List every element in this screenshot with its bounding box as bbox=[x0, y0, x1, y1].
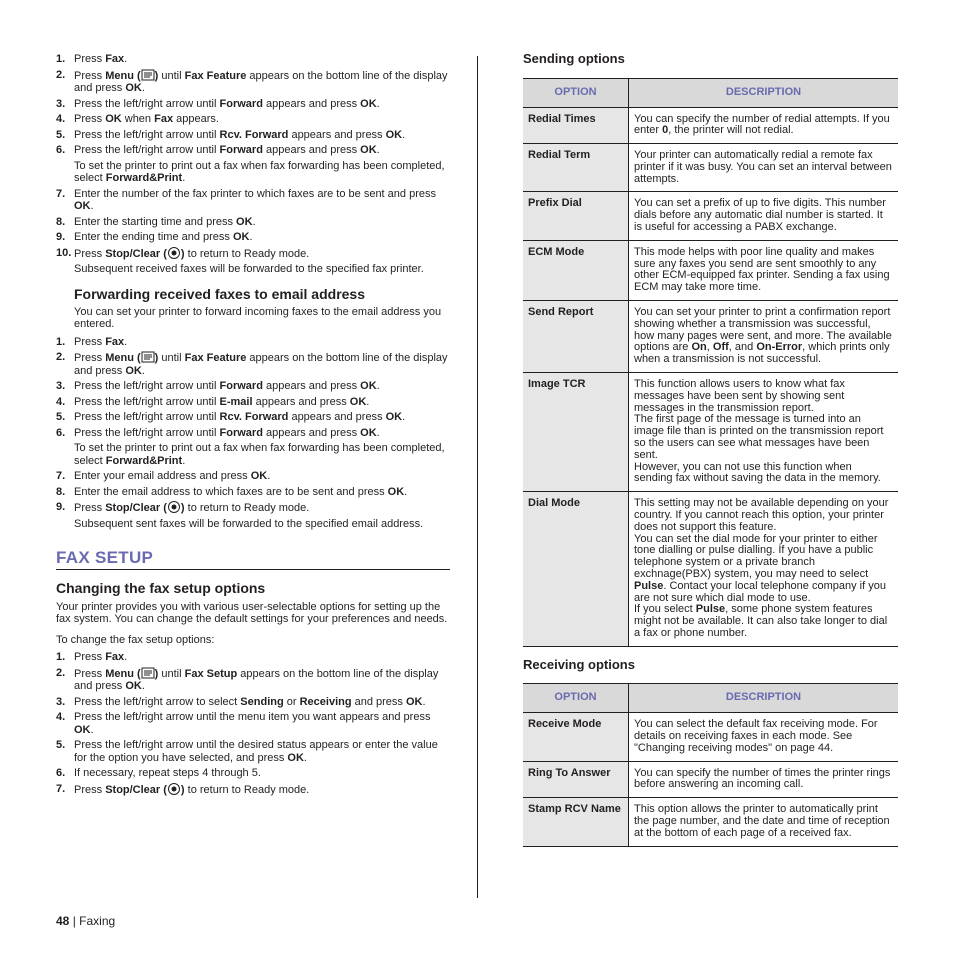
step-item bbox=[56, 767, 450, 780]
step-item bbox=[56, 113, 450, 126]
step-number: 7. bbox=[56, 187, 66, 200]
option-description: You can specify the number of times the printer rings before answering an incoming call. bbox=[629, 761, 899, 798]
step-number: 8. bbox=[56, 485, 66, 498]
option-name: Send Report bbox=[523, 301, 629, 373]
table-row bbox=[523, 761, 898, 798]
step-text: Press the left/right arrow until the desired status appears or enter the value for the option you have selected, and press OK. bbox=[74, 739, 438, 764]
step-text: Enter the number of the fax printer to which faxes are to be sent and press OK. bbox=[74, 187, 436, 212]
step-number: 6. bbox=[56, 767, 66, 779]
step-number: 5. bbox=[56, 739, 66, 751]
right-column bbox=[523, 53, 898, 859]
footer-separator: | bbox=[69, 914, 80, 928]
step-number: 5. bbox=[56, 411, 66, 423]
column-header-option: OPTION bbox=[523, 78, 629, 107]
step-text: Press Stop/Clear ( ) to return to Ready mode. Subsequent received faxes will be forwarded to the specified fax printer. bbox=[74, 247, 424, 275]
step-text: Press the left/right arrow until Rcv. Forward appears and press OK. bbox=[74, 128, 406, 141]
step-item bbox=[56, 216, 450, 229]
step-text: Press the left/right arrow until Forward appears and press OK. bbox=[74, 97, 380, 110]
table-row bbox=[523, 713, 898, 761]
option-name: Dial Mode bbox=[523, 492, 629, 647]
step-item bbox=[56, 247, 450, 276]
step-text: Press Menu ( ) until Fax Feature appears on the bottom line of the display and press OK. bbox=[74, 69, 448, 94]
step-text: Press the left/right arrow until E-mail appears and press OK. bbox=[74, 395, 370, 408]
fax-setup-steps bbox=[56, 651, 450, 796]
email-forward-steps bbox=[56, 336, 450, 531]
column-divider bbox=[477, 56, 478, 898]
table-row bbox=[523, 373, 898, 492]
step-item bbox=[56, 711, 450, 736]
changing-options-intro: Your printer provides you with various user-selectable options for setting up the fax system. You can change the default settings for your preferences and needs. bbox=[56, 600, 448, 625]
email-forward-intro: You can set your printer to forward incoming faxes to the email address you entered. bbox=[74, 305, 442, 330]
step-item bbox=[56, 696, 450, 709]
step-item bbox=[56, 336, 450, 349]
option-name: Prefix Dial bbox=[523, 192, 629, 240]
stop-clear-icon bbox=[167, 783, 181, 795]
step-item bbox=[56, 98, 450, 111]
email-forward-title: Forwarding received faxes to email address bbox=[74, 285, 366, 302]
step-item bbox=[56, 486, 450, 499]
option-description: Your printer can automatically redial a remote fax printer if it was busy. You can set an interval between attempts. bbox=[629, 144, 899, 192]
step-item bbox=[56, 501, 450, 530]
step-number: 3. bbox=[56, 97, 66, 110]
option-description: You can select the default fax receiving mode. For details on receiving faxes in each mode. See "Changing receiving modes" on page 44. bbox=[629, 713, 899, 761]
forward-fax-steps bbox=[56, 53, 450, 276]
step-text: Press Menu ( ) until Fax Feature appears on the bottom line of the display and press OK. bbox=[74, 352, 448, 377]
step-text: If necessary, repeat steps 4 through 5. bbox=[74, 767, 261, 779]
option-description: You can specify the number of redial attempts. If you enter 0, the printer will not redial. bbox=[629, 107, 899, 144]
step-item bbox=[56, 470, 450, 483]
menu-icon bbox=[141, 69, 155, 81]
step-number: 4. bbox=[56, 113, 66, 125]
step-item bbox=[56, 667, 450, 693]
step-item bbox=[56, 783, 450, 797]
step-text: Press the left/right arrow until the menu item you want appears and press OK. bbox=[74, 711, 431, 736]
option-description: You can set a prefix of up to five digits. This number dials before any automatic dial number is started. It is useful for accessing a PABX exchange. bbox=[629, 192, 899, 240]
step-text: Press Menu ( ) until Fax Setup appears on the bottom line of the display and press OK. bbox=[74, 667, 439, 692]
table-row bbox=[523, 301, 898, 373]
table-row bbox=[523, 492, 898, 647]
step-number: 2. bbox=[56, 666, 66, 679]
option-description: This option allows the printer to automatically print the page number, and the date and time of reception at the bottom of each page of a received fax. bbox=[629, 798, 899, 846]
sending-options-title: Sending options bbox=[523, 51, 625, 66]
step-text: Press the left/right arrow until Rcv. Forward appears and press OK. bbox=[74, 411, 406, 423]
step-item bbox=[56, 231, 450, 244]
step-text: Press Stop/Clear ( ) to return to Ready mode. bbox=[74, 783, 310, 796]
step-text: Enter the ending time and press OK. bbox=[74, 231, 253, 243]
page-number: 48 bbox=[56, 914, 70, 928]
table-row bbox=[523, 798, 898, 846]
step-number: 1. bbox=[56, 651, 66, 663]
step-item bbox=[56, 144, 450, 185]
step-number: 3. bbox=[56, 695, 66, 708]
step-text: Press Stop/Clear ( ) to return to Ready mode. Subsequent sent faxes will be forwarded to the specified email address. bbox=[74, 502, 424, 530]
step-number: 2. bbox=[56, 68, 66, 81]
step-text: Enter your email address and press OK. bbox=[74, 470, 271, 482]
step-item bbox=[56, 351, 450, 377]
step-number: 3. bbox=[56, 380, 66, 392]
table-row bbox=[523, 107, 898, 144]
step-number: 4. bbox=[56, 711, 66, 723]
menu-icon bbox=[141, 351, 155, 363]
changing-options-title: Changing the fax setup options bbox=[56, 579, 266, 596]
option-description: You can set your printer to print a confirmation report showing whether a transmission was successful, how many pages were sent, and more. The available options are On, Off, and On-Error, which prints only when a transmission is not successful. bbox=[629, 301, 899, 373]
step-item bbox=[56, 396, 450, 409]
menu-icon bbox=[141, 667, 155, 679]
step-number: 9. bbox=[56, 231, 66, 243]
column-header-option: OPTION bbox=[523, 684, 629, 713]
table-row bbox=[523, 144, 898, 192]
column-header-description: DESCRIPTION bbox=[629, 78, 899, 107]
table-row bbox=[523, 192, 898, 240]
to-change-label: To change the fax setup options: bbox=[56, 633, 215, 646]
option-name: Image TCR bbox=[523, 373, 629, 492]
step-text: Enter the starting time and press OK. bbox=[74, 215, 256, 228]
step-number: 5. bbox=[56, 128, 66, 141]
step-number: 6. bbox=[56, 426, 66, 439]
step-text: Press OK when Fax appears. bbox=[74, 113, 219, 125]
receiving-options-title: Receiving options bbox=[523, 656, 635, 672]
stop-clear-icon bbox=[167, 247, 181, 259]
step-number: 2. bbox=[56, 351, 66, 363]
page-footer bbox=[56, 915, 115, 928]
step-item bbox=[56, 69, 450, 95]
step-item bbox=[56, 651, 450, 664]
option-name: Ring To Answer bbox=[523, 761, 629, 798]
step-item bbox=[56, 380, 450, 393]
step-text: Press Fax. bbox=[74, 53, 128, 65]
option-name: Redial Term bbox=[523, 144, 629, 192]
step-number: 7. bbox=[56, 470, 66, 482]
section-title: FAX SETUP bbox=[56, 552, 450, 570]
step-text: Press the left/right arrow to select Sending or Receiving and press OK. bbox=[74, 695, 426, 708]
option-description: This mode helps with poor line quality and makes sure any faxes you send are sent smoothly to any other ECM-equipped fax printer. Sending a fax using ECM may take more time. bbox=[629, 240, 899, 300]
column-header-description: DESCRIPTION bbox=[629, 684, 899, 713]
step-number: 4. bbox=[56, 395, 66, 408]
chapter-name: Faxing bbox=[79, 914, 116, 928]
step-text: Enter the email address to which faxes are to be sent and press OK. bbox=[74, 485, 408, 498]
step-text: Press Fax. bbox=[74, 335, 128, 348]
step-item bbox=[56, 129, 450, 142]
step-number: 7. bbox=[56, 782, 66, 795]
step-number: 1. bbox=[56, 53, 66, 65]
step-number: 1. bbox=[56, 335, 66, 348]
step-text: Press the left/right arrow until Forward appears and press OK. To set the printer to print out a fax when fax forwarding has been completed, select Forward&Print. bbox=[74, 426, 445, 467]
left-column bbox=[56, 53, 450, 799]
step-item bbox=[56, 53, 450, 66]
option-description: This setting may not be available depending on your country. If you cannot reach this option, your printer does not support this feature. You can set the dial mode for your printer to either tone dialling or pulse dialling. If you have a public telephone system or a private branch exchnage(PBX) system, you may need to select Pulse. Contact your local telephone company if you are not sure which dial mode to use. If you select Pulse, some phone system features might not be available. It can also take longer to dial a fax or phone number. bbox=[629, 492, 899, 647]
step-item bbox=[56, 427, 450, 468]
step-item bbox=[56, 411, 450, 424]
stop-clear-icon bbox=[167, 501, 181, 513]
step-text: Press Fax. bbox=[74, 651, 128, 663]
sending-options-table bbox=[523, 78, 898, 647]
option-description: This function allows users to know what fax messages have been sent by showing sent messages in the transmission report. The first page of the message is turned into an image file than is printed on the transmission report so the users can see what messages have been sent. However, you can not use this function when sending fax without saving the data in the memory. bbox=[629, 373, 899, 492]
table-row bbox=[523, 240, 898, 300]
option-name: ECM Mode bbox=[523, 240, 629, 300]
step-item bbox=[56, 739, 450, 764]
step-number: 6. bbox=[56, 144, 66, 156]
step-item bbox=[56, 188, 450, 213]
option-name: Redial Times bbox=[523, 107, 629, 144]
step-number: 10. bbox=[56, 246, 72, 259]
step-text: Press the left/right arrow until Forward appears and press OK. To set the printer to print out a fax when fax forwarding has been completed, select Forward&Print. bbox=[74, 144, 445, 184]
step-number: 8. bbox=[56, 215, 66, 228]
option-name: Stamp RCV Name bbox=[523, 798, 629, 846]
option-name: Receive Mode bbox=[523, 713, 629, 761]
step-text: Press the left/right arrow until Forward appears and press OK. bbox=[74, 380, 380, 392]
receiving-options-table bbox=[523, 683, 898, 846]
step-number: 9. bbox=[56, 501, 66, 513]
